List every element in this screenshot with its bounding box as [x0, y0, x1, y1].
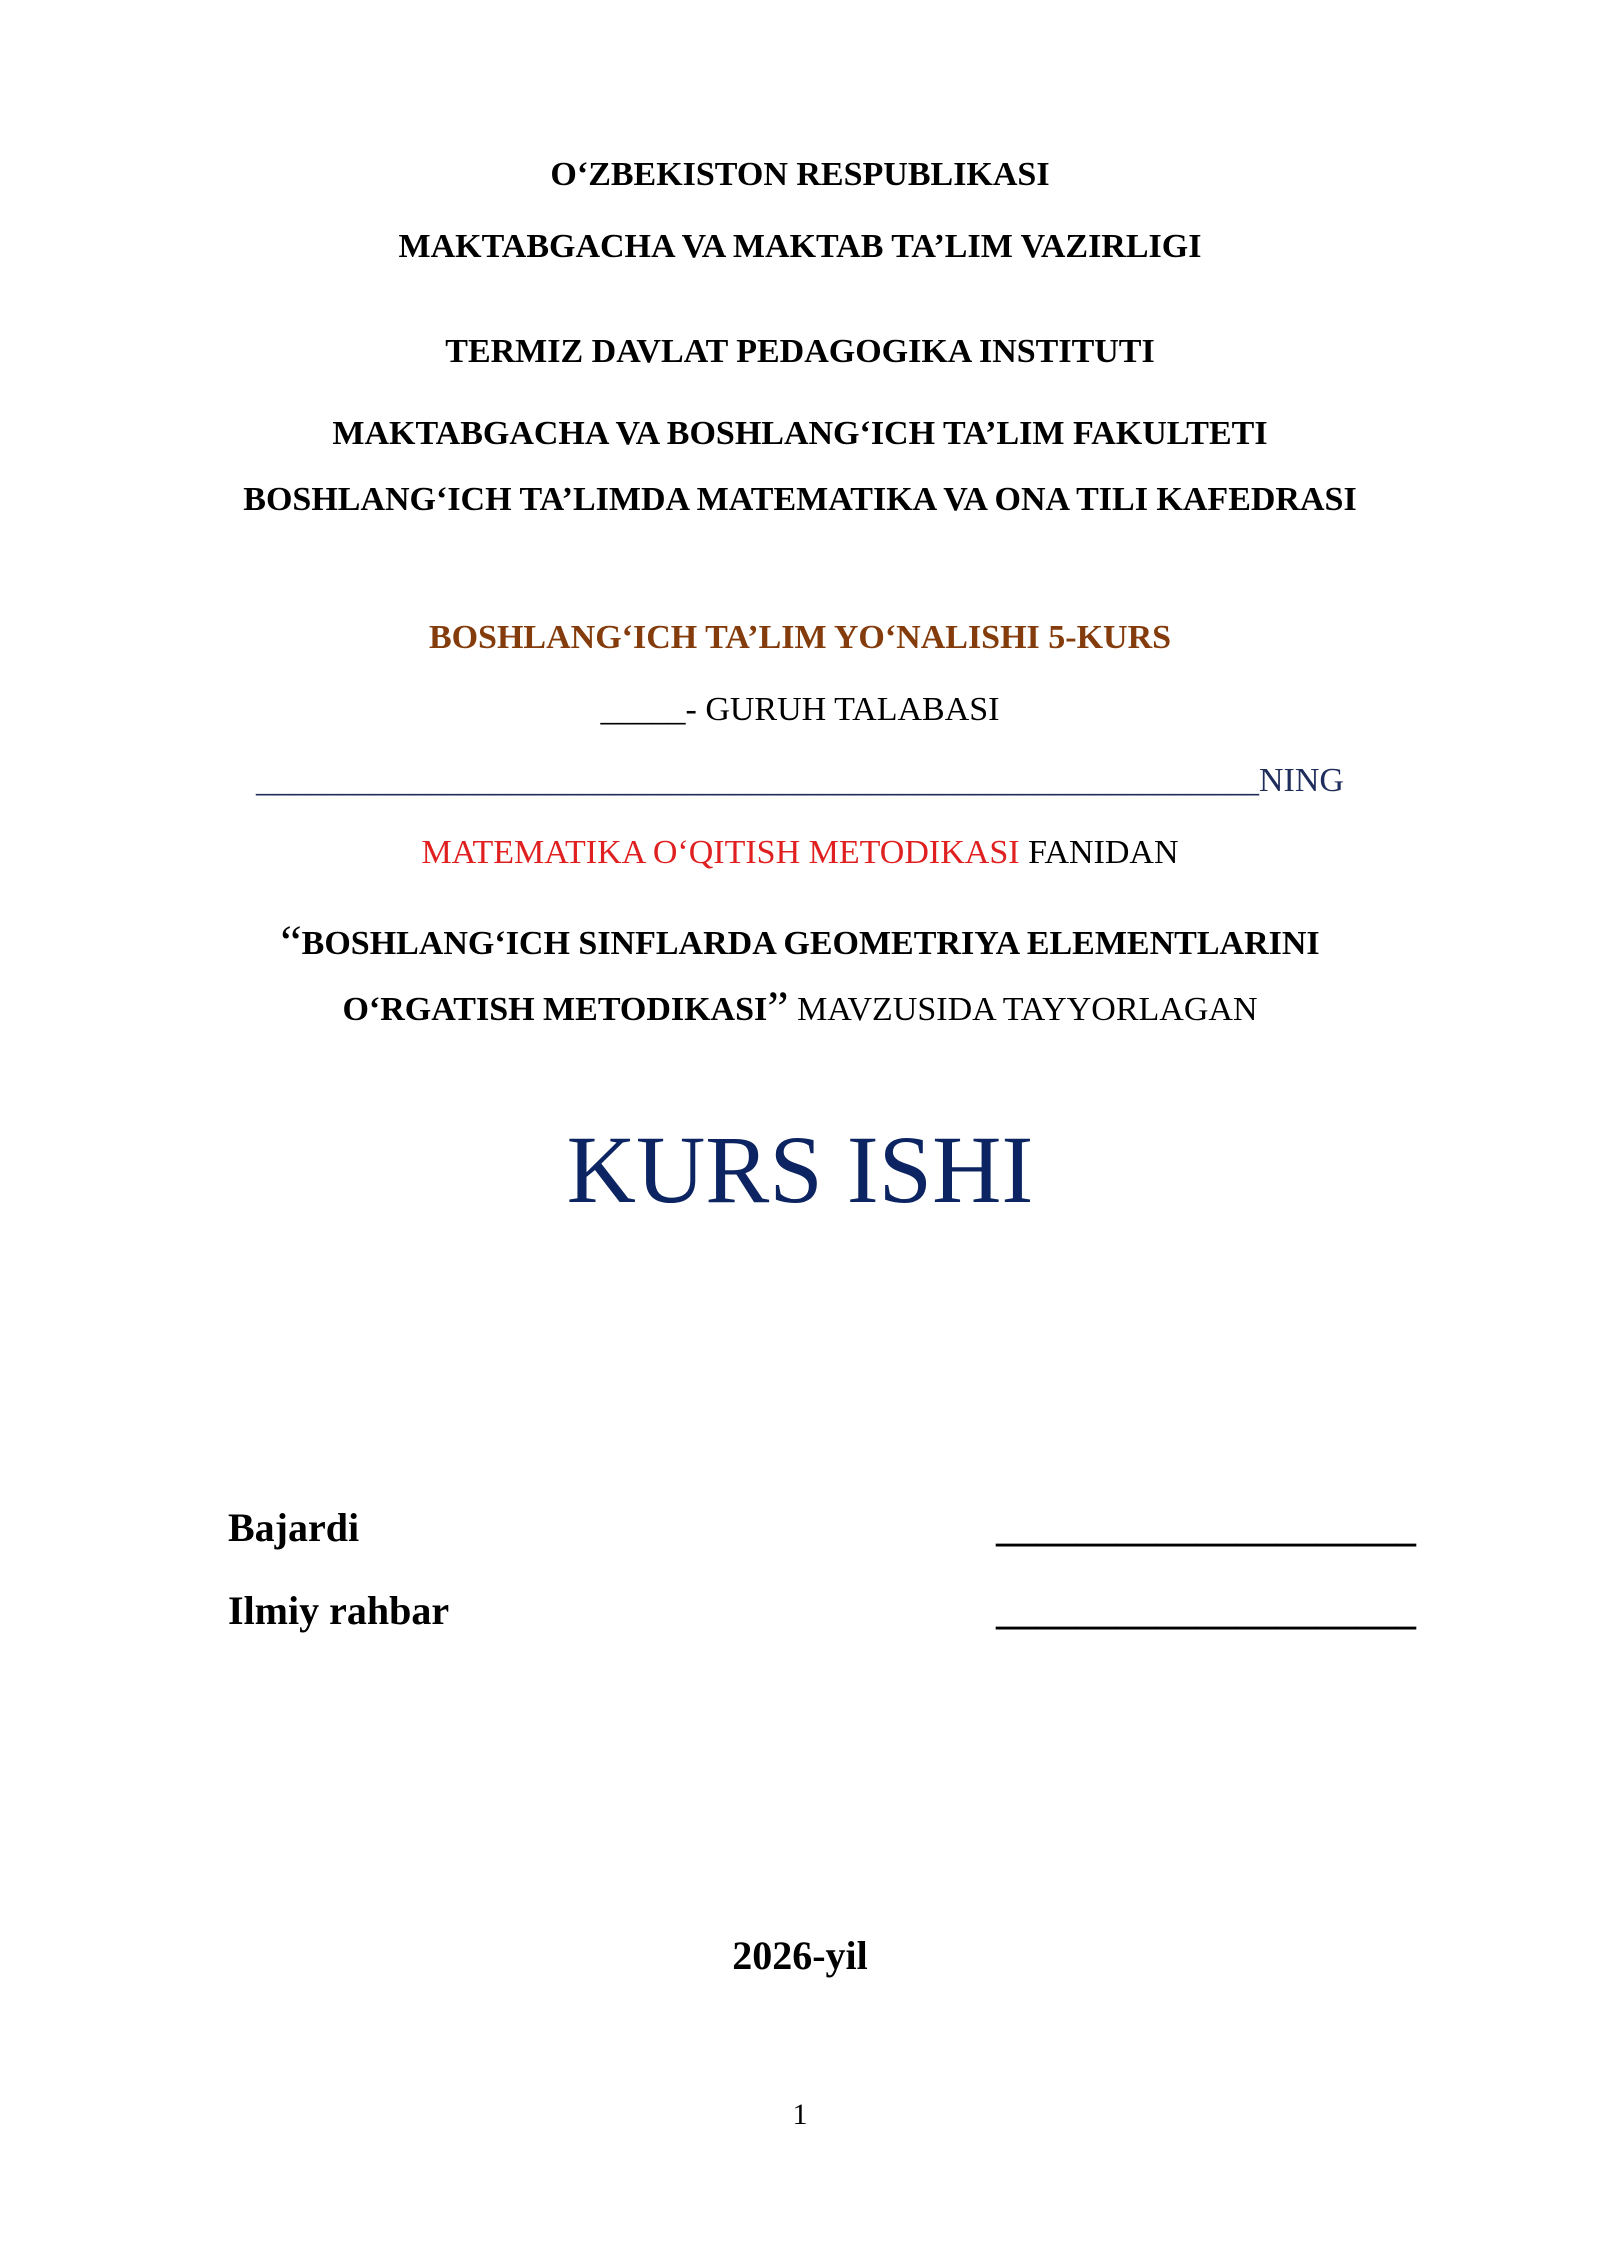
- signature-label: Ilmiy rahbar: [228, 1588, 450, 1633]
- topic-suffix: MAVZUSIDA TAYYORLAGAN: [788, 991, 1258, 1028]
- direction-line: BOSHLANG‘ICH TA’LIM YO‘NALISHI 5-KURS: [428, 619, 1172, 656]
- topic-line-2: [0, 981, 1600, 1035]
- topic-line-1: [0, 915, 1600, 969]
- group-line: [0, 693, 1600, 727]
- document-title: KURS ISHI: [566, 1116, 1034, 1223]
- topic-title-line-2: O‘RGATISH METODIKASI: [342, 991, 768, 1028]
- signature-row-ilmiy-rahbar: [228, 1588, 1428, 1633]
- student-name-blank: ___________________________________________________________: [256, 762, 1259, 799]
- department-heading: BOSHLANG‘ICH TA’LIMDA MATEMATIKA VA ONA TILI KAFEDRASI: [243, 481, 1357, 518]
- group-text: - GURUH TALABASI: [685, 691, 1000, 728]
- topic-open-quote: “: [280, 916, 302, 969]
- subject-line: [0, 836, 1600, 870]
- faculty-heading: MAKTABGACHA VA BOSHLANG‘ICH TA’LIM FAKULTETI: [332, 415, 1268, 452]
- republic-heading: O‘ZBEKISTON RESPUBLIKASI: [550, 156, 1050, 193]
- topic-title-line-1: BOSHLANG‘ICH SINFLARDA GEOMETRIYA ELEMENTLARINI: [301, 925, 1320, 962]
- subject-suffix: FANIDAN: [1019, 834, 1179, 871]
- signature-label: Bajardi: [228, 1505, 360, 1550]
- signature-row-bajardi: [228, 1505, 1428, 1550]
- student-name-suffix: NING: [1259, 762, 1344, 799]
- topic-close-quote: ”: [767, 982, 789, 1035]
- signature-blank: _____________________: [996, 1588, 1416, 1633]
- subject-name: MATEMATIKA O‘QITISH METODIKASI: [421, 834, 1020, 871]
- group-blank: _____: [600, 691, 686, 728]
- student-name-line: [0, 764, 1600, 798]
- ministry-heading: MAKTABGACHA VA MAKTAB TA’LIM VAZIRLIGI: [398, 228, 1202, 265]
- year-line: 2026-yil: [732, 1933, 868, 1978]
- institute-heading: TERMIZ DAVLAT PEDAGOGIKA INSTITUTI: [445, 333, 1155, 370]
- signature-blank: _____________________: [996, 1505, 1416, 1550]
- page-number: 1: [792, 2098, 808, 2131]
